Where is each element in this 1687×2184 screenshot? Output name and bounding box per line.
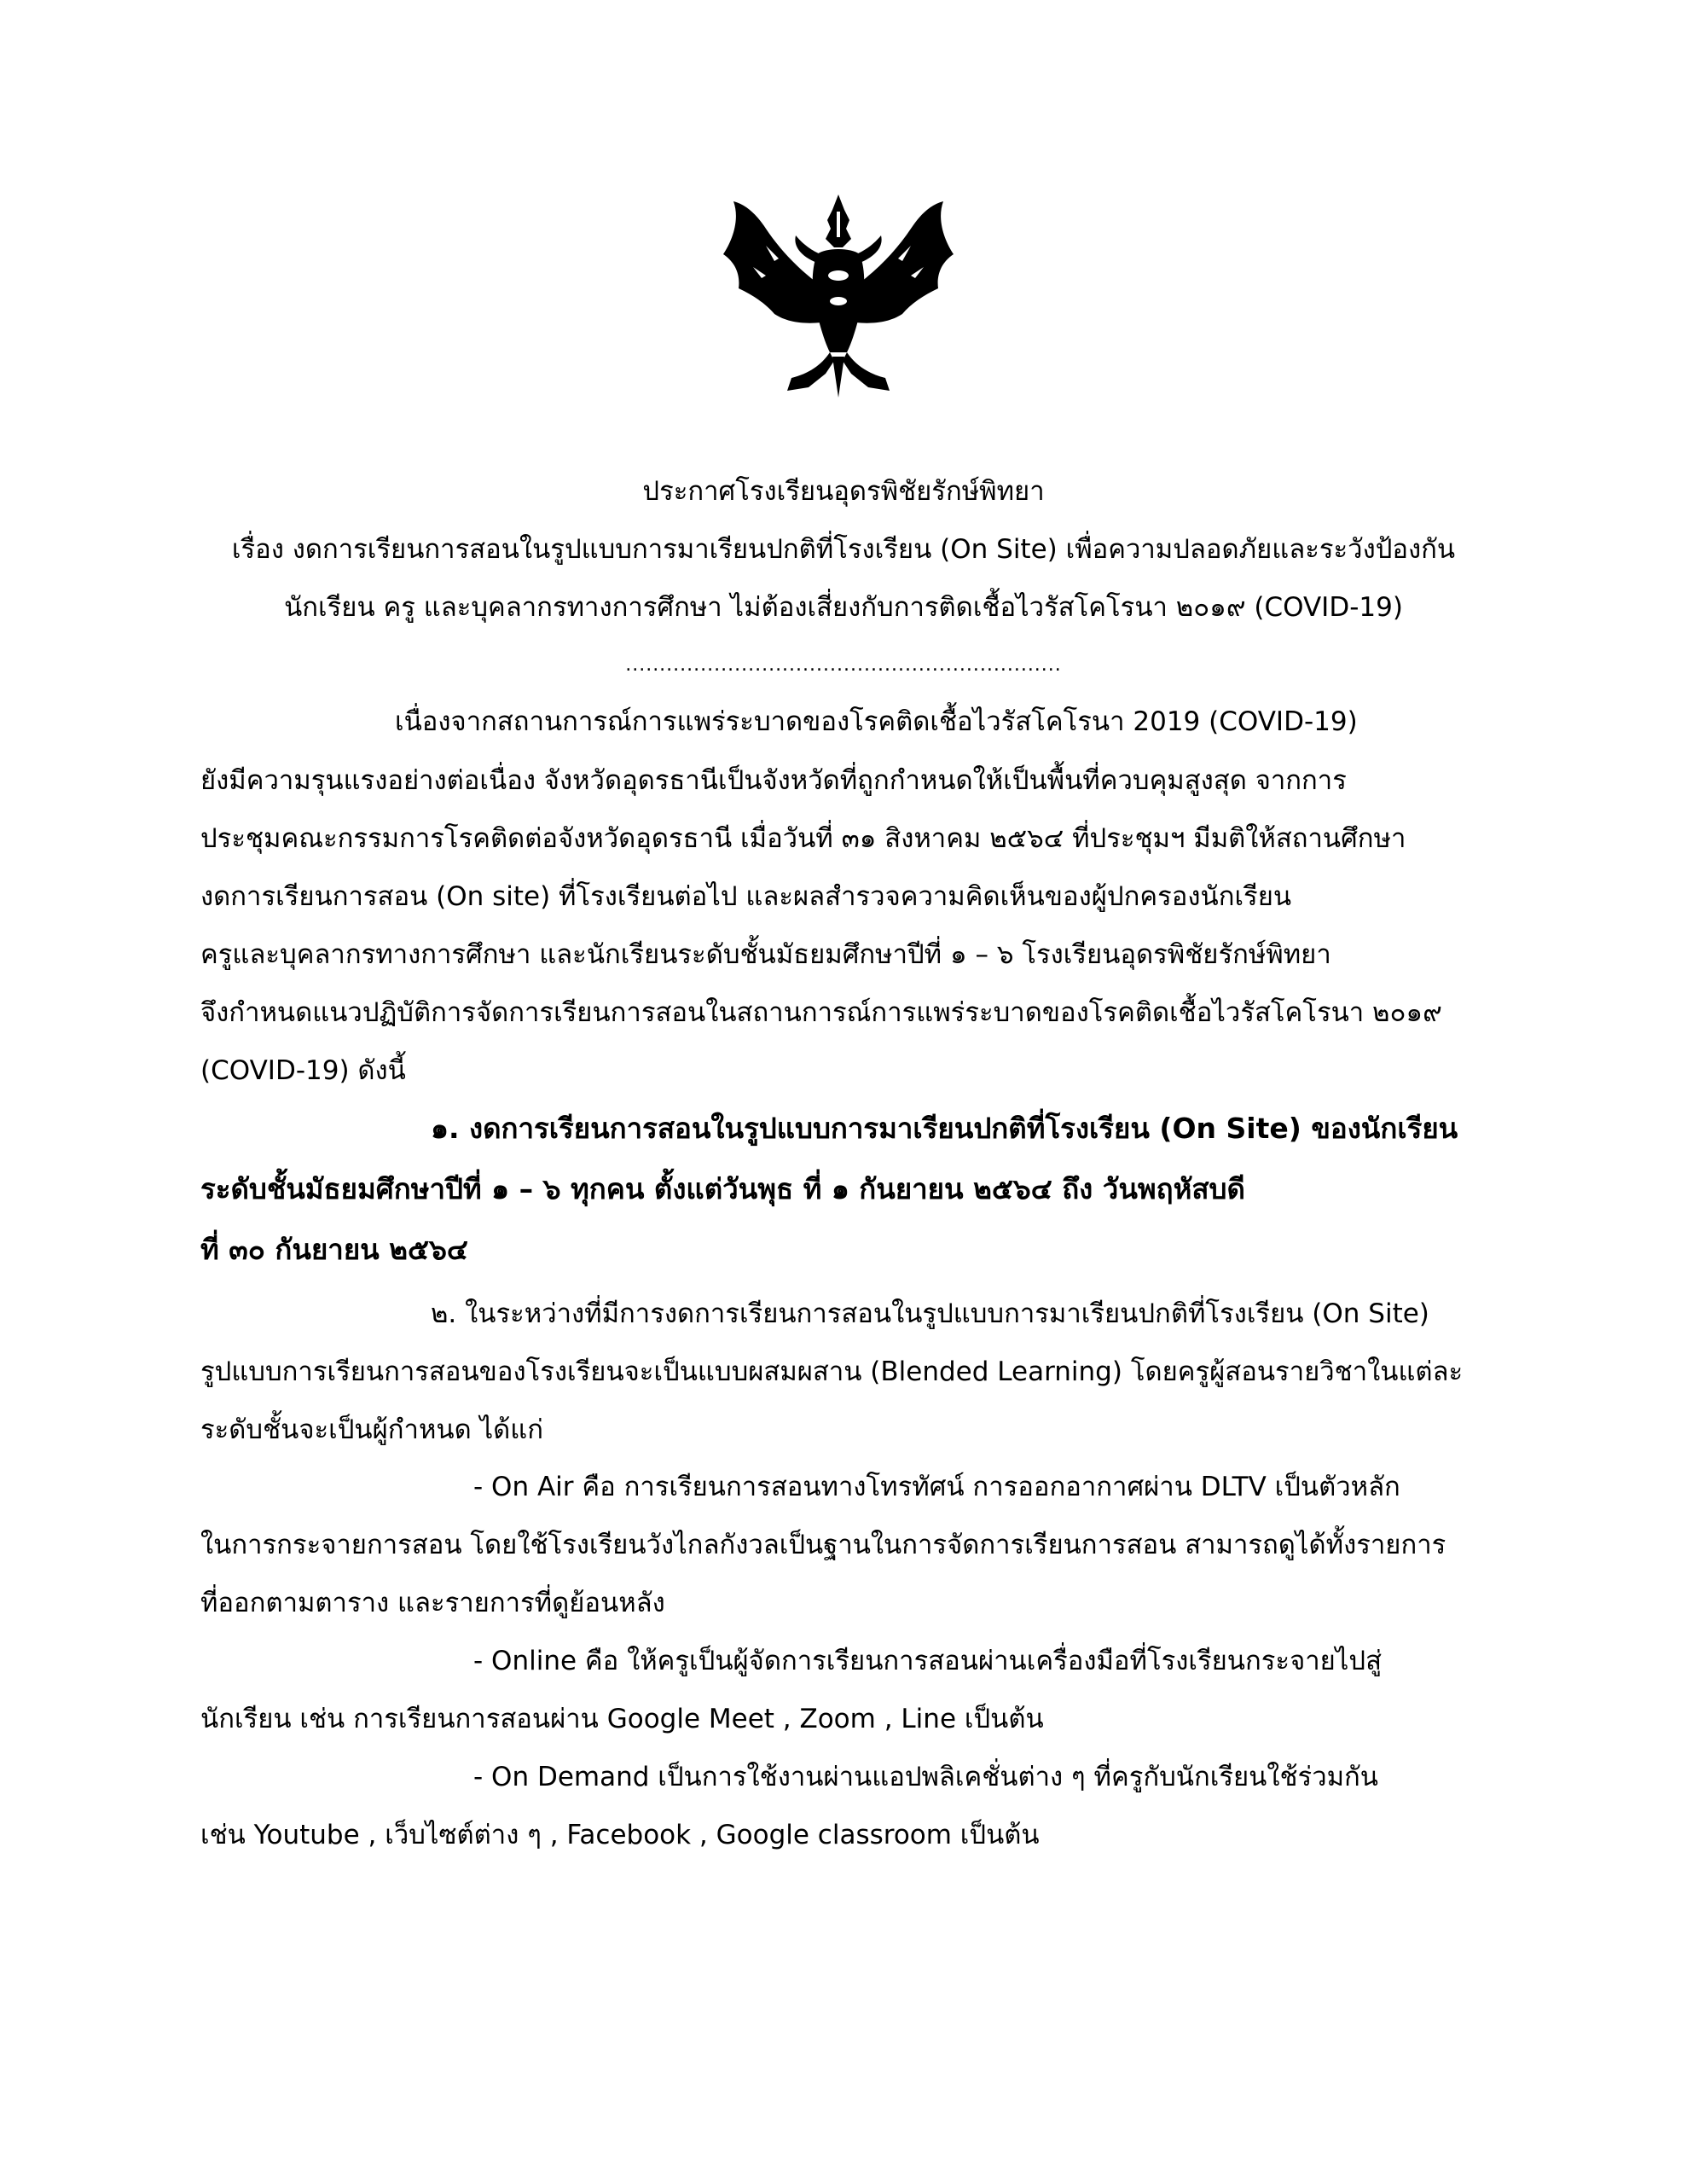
item1-line-1: ๑. งดการเรียนการสอนในรูปแบบการมาเรียนปกติที่โรงเรียน (On Site) ของนักเรียน bbox=[431, 1112, 1458, 1145]
subject-line-2: นักเรียน ครู และบุคลากรทางการศึกษา ไม่ต้องเสี่ยงกับการติดเชื้อไวรัสโคโรนา ๒๐๑๙ (COVID-19) bbox=[284, 592, 1403, 623]
intro-line-3: ประชุมคณะกรรมการโรคติดต่อจังหวัดอุดรธานี เมื่อวันที่ ๓๑ สิงหาคม ๒๕๖๔ ที่ประชุมฯ มีมติให้สถานศึกษา bbox=[200, 823, 1406, 854]
on-demand-line-2: เช่น Youtube , เว็บไซต์ต่าง ๆ , Facebook , Google classroom เป็นต้น bbox=[200, 1820, 1040, 1850]
subject-line-1: เรื่อง งดการเรียนการสอนในรูปแบบการมาเรียนปกติที่โรงเรียน (On Site) เพื่อความปลอดภัยและระวังป้องกัน bbox=[231, 534, 1456, 565]
item1-line-3: ที่ ๓๐ กันยายน ๒๕๖๔ bbox=[200, 1233, 468, 1266]
on-air-line-1: - On Air คือ การเรียนการสอนทางโทรทัศน์ การออกอากาศผ่าน DLTV เป็นตัวหลัก bbox=[473, 1472, 1400, 1502]
item2-line-3: ระดับชั้นจะเป็นผู้กำหนด ได้แก่ bbox=[200, 1414, 544, 1445]
item2-line-2: รูปแบบการเรียนการสอนของโรงเรียนจะเป็นแบบผสมผสาน (Blended Learning) โดยครูผู้สอนรายวิชาในแต่ละ bbox=[200, 1356, 1464, 1387]
garuda-emblem-icon bbox=[715, 195, 962, 398]
intro-line-2: ยังมีความรุนแรงอย่างต่อเนื่อง จังหวัดอุดรธานีเป็นจังหวัดที่ถูกกำหนดให้เป็นพื้นที่ควบคุมสูงสุด จากการ bbox=[200, 765, 1347, 796]
intro-line-5: ครูและบุคลากรทางการศึกษา และนักเรียนระดับชั้นมัธยมศึกษาปีที่ ๑ – ๖ โรงเรียนอุดรพิชัยรักษ์พิทยา bbox=[200, 939, 1331, 970]
item2-line-1: ๒. ในระหว่างที่มีการงดการเรียนการสอนในรูปแบบการมาเรียนปกติที่โรงเรียน (On Site) bbox=[431, 1298, 1429, 1329]
intro-line-7: (COVID-19) ดังนี้ bbox=[200, 1055, 406, 1086]
on-air-line-3: ที่ออกตามตาราง และรายการที่ดูย้อนหลัง bbox=[200, 1588, 665, 1618]
online-line-1: - Online คือ ให้ครูเป็นผู้จัดการเรียนการสอนผ่านเครื่องมือที่โรงเรียนกระจายไปสู่ bbox=[473, 1646, 1382, 1676]
announcement-title: ประกาศโรงเรียนอุดรพิชัยรักษ์พิทยา bbox=[642, 476, 1045, 507]
separator: ................................................................ bbox=[625, 654, 1062, 676]
intro-line-6: จึงกำหนดแนวปฏิบัติการจัดการเรียนการสอนในสถานการณ์การแพร่ระบาดของโรคติดเชื้อไวรัสโคโรนา ๒๐๑๙ bbox=[200, 997, 1442, 1028]
item1-line-2: ระดับชั้นมัธยมศึกษาปีที่ ๑ – ๖ ทุกคน ตั้งแต่วันพุธ ที่ ๑ กันยายน ๒๕๖๔ ถึง วันพฤหัสบดี bbox=[200, 1172, 1245, 1205]
intro-line-1: เนื่องจากสถานการณ์การแพร่ระบาดของโรคติดเชื้อไวรัสโคโรนา 2019 (COVID-19) bbox=[395, 706, 1358, 737]
on-demand-line-1: - On Demand เป็นการใช้งานผ่านแอปพลิเคชั่นต่าง ๆ ที่ครูกับนักเรียนใช้ร่วมกัน bbox=[473, 1762, 1378, 1792]
online-line-2: นักเรียน เช่น การเรียนการสอนผ่าน Google Meet , Zoom , Line เป็นต้น bbox=[200, 1704, 1044, 1734]
intro-line-4: งดการเรียนการสอน (On site) ที่โรงเรียนต่อไป และผลสำรวจความคิดเห็นของผู้ปกครองนักเรียน bbox=[200, 881, 1292, 912]
on-air-line-2: ในการกระจายการสอน โดยใช้โรงเรียนวังไกลกังวลเป็นฐานในการจัดการเรียนการสอน สามารถดูได้ทั้งรายการ bbox=[200, 1530, 1446, 1560]
